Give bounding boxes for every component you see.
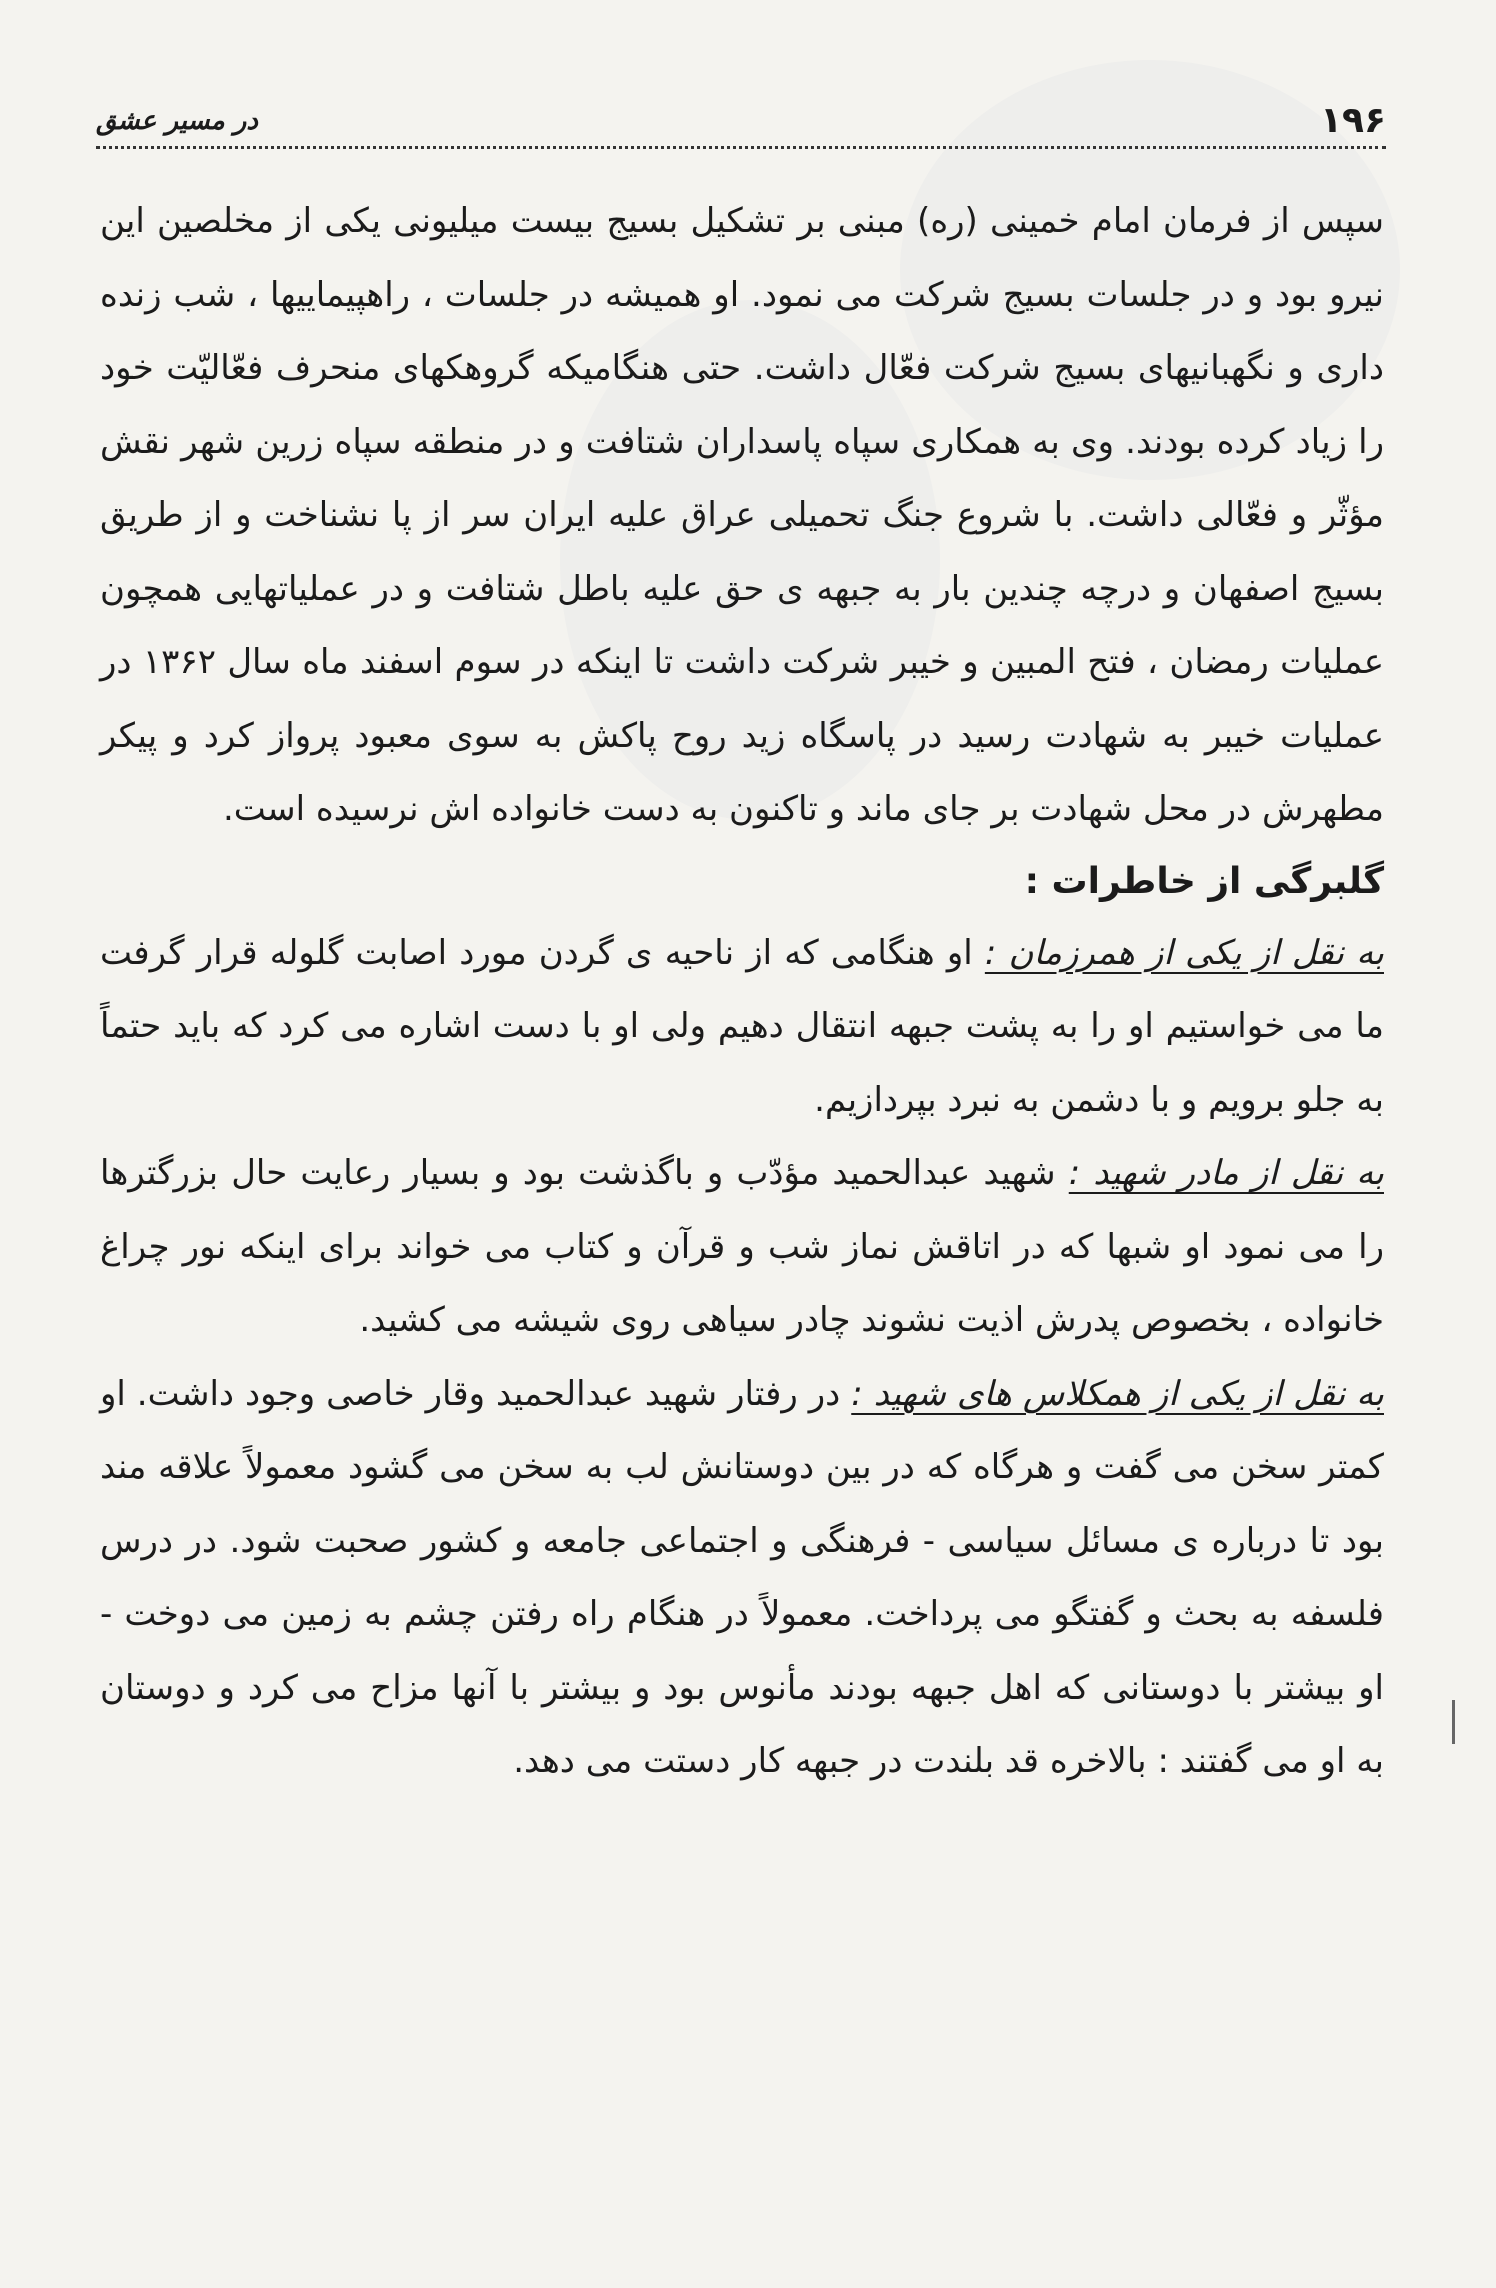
running-title: در مسیر عشق <box>96 106 258 136</box>
section-heading: گلبرگی از خاطرات : <box>1024 860 1384 902</box>
page-body <box>100 185 1384 1799</box>
memory-paragraph <box>100 1358 1384 1799</box>
memory-paragraph <box>100 1137 1384 1358</box>
memory-text: او هنگامی که از ناحیه ی گردن مورد اصابت گلوله قرار گرفت ما می خواستیم او را به پشت جبهه انتقال دهیم ولی او با دست اشاره می کرد که باید حتماً به جلو برویم و با دشمن به نبرد بپردازیم. <box>100 932 1384 1120</box>
memory-source: به نقل از یکی از همکلاس های شهید : <box>851 1373 1384 1414</box>
scan-edge-mark <box>1452 1700 1455 1744</box>
memory-text: در رفتار شهید عبدالحمید وقار خاصی وجود داشت. او کمتر سخن می گفت و هرگاه که در بین دوستانش لب به سخن می گشود معمولاً علاقه مند بود تا درباره ی مسائل سیاسی - فرهنگی و اجتماعی جامعه و کشور صحبت شود. در درس فلسفه به بحث و گفتگو می پرداخت. معمولاً در هنگام راه رفتن چشم به زمین می دوخت - او بیشتر با دوستانی که اهل جبهه بودند مأنوس بود و بیشتر با آنها مزاح می کرد و دوستان به او می گفتند : بالاخره قد بلندت در جبهه کار دستت می دهد. <box>100 1373 1384 1781</box>
page-number: ۱۹۶ <box>1320 100 1386 141</box>
intro-paragraph: سپس از فرمان امام خمینی (ره) مبنی بر تشکیل بسیج بیست میلیونی یکی از مخلصین این نیرو بود و در جلسات بسیج شرکت می نمود. او همیشه در جلسات ، راهپیماییها ، شب زنده داری و نگهبانیهای بسیج شرکت فعّال داشت. حتی هنگامیکه گروهکهای منحرف فعّالیّت خود را زیاد کرده بودند. وی به همکاری سپاه پاسداران شتافت و در منطقه سپاه زرین شهر نقش مؤثّر و فعّالی داشت. با شروع جنگ تحمیلی عراق علیه ایران سر از پا نشناخت و از طریق بسیج اصفهان و درچه چندین بار به جبهه ی حق علیه باطل شتافت و در عملیاتهایی همچون عملیات رمضان ، فتح المبین و خیبر شرکت داشت تا اینکه در سوم اسفند ماه سال ۱۳۶۲ در عملیات خیبر به شهادت رسید در پاسگاه زید روح پاکش به سوی معبود پرواز کرد و پیکر مطهرش در محل شهادت بر جای ماند و تاکنون به دست خانواده اش نرسیده است. <box>100 201 1384 829</box>
memory-source: به نقل از یکی از همرزمان : <box>984 932 1384 973</box>
memory-paragraph <box>100 917 1384 1138</box>
page-header <box>96 100 1386 149</box>
memory-text: شهید عبدالحمید مؤدّب و باگذشت بود و بسیار رعایت حال بزرگترها را می نمود او شبها که در اتاقش نماز شب و قرآن و کتاب می خواند برای اینکه نور چراغ خانواده ، بخصوص پدرش اذیت نشوند چادر سیاهی روی شیشه می کشید. <box>100 1153 1384 1340</box>
memory-source: به نقل از مادر شهید : <box>1068 1153 1384 1193</box>
